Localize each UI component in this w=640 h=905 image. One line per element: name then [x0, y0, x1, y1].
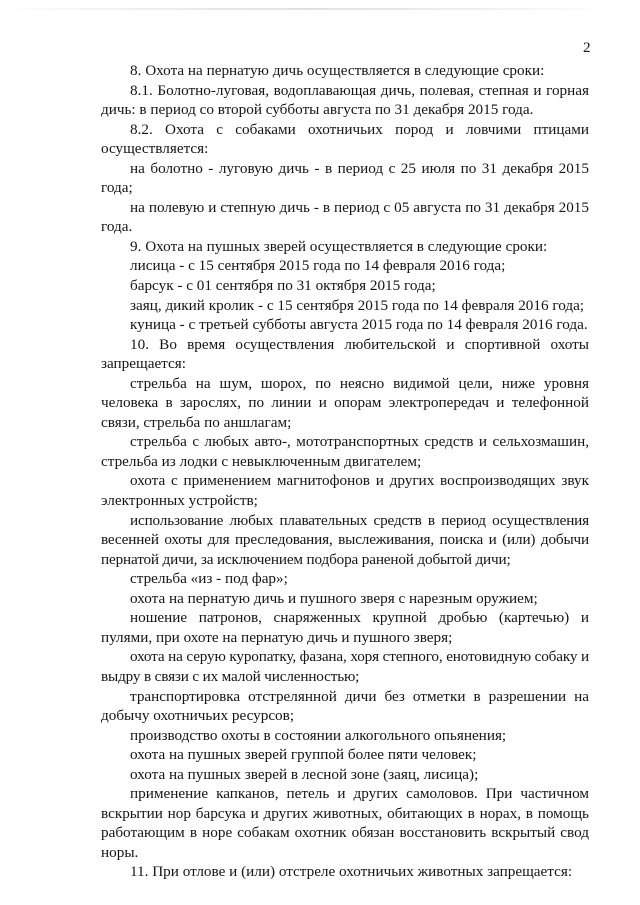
- list-item: заяц, дикий кролик - с 15 сентября 2015 года по 14 февраля 2016 года;: [130, 296, 585, 314]
- list-item: стрельба «из - под фар»;: [130, 570, 288, 588]
- paragraph-10: 10. Во время осуществления любительской и спортивной охоты запрещается:: [101, 335, 589, 373]
- list-item: лисица - с 15 сентября 2015 года по 14 февраля 2016 года;: [130, 257, 506, 275]
- list-item: охота на серую куропатку, фазана, хоря степного, енотовидную собаку и выдру в связи с их малой численностью;: [101, 648, 589, 685]
- paragraph-11: 11. При отлове и (или) отстреле охотничьих животных запрещается:: [130, 863, 573, 881]
- document-body: [101, 61, 589, 882]
- paragraph-8-1: 8.1. Болотно-луговая, водоплавающая дичь, полевая, степная и горная дичь: в период со второй субботы августа по 31 декабря 2015 года.: [101, 81, 589, 119]
- page-number: 2: [583, 39, 591, 56]
- list-item: барсук - с 01 сентября по 31 октября 2015 года;: [130, 277, 436, 295]
- list-item: производство охоты в состоянии алкогольного опьянения;: [130, 726, 507, 744]
- list-item: использование любых плавательных средств в период осуществления весенней охоты для преследования, выслеживания, поиска и (или) добычи пернатой дичи, за исключением подбора раненой добытой дичи;: [101, 511, 589, 568]
- list-item: на болотно - луговую дичь - в период с 25 июля по 31 декабря 2015 года;: [101, 159, 589, 197]
- paragraph-9: 9. Охота на пушных зверей осуществляется в следующие сроки:: [130, 237, 548, 255]
- list-item: охота на пернатую дичь и пушного зверя с нарезным оружием;: [130, 589, 538, 607]
- list-item: транспортировка отстрелянной дичи без отметки в разрешении на добычу охотничьих ресурсов;: [101, 687, 589, 725]
- scan-edge-mark: [0, 8, 615, 10]
- list-item: стрельба с любых авто-, мототранспортных средств и сельхозмашин, стрельба из лодки с невыключенным двигателем;: [101, 433, 589, 470]
- list-item: стрельба на шум, шорох, по неясно видимой цели, ниже уровня человека в зарослях, по линии и опорам электропередач и телефонной связи, стрельба по аншлагам;: [101, 374, 589, 431]
- list-item: охота на пушных зверей в лесной зоне (заяц, лисица);: [130, 765, 479, 783]
- list-item: ношение патронов, снаряженных крупной дробью (картечью) и пулями, при охоте на пернатую дичь и пушного зверя;: [101, 609, 589, 646]
- paragraph-8: 8. Охота на пернатую дичь осуществляется в следующие сроки:: [130, 62, 545, 79]
- paragraph-8-2: 8.2. Охота с собаками охотничьих пород и ловчими птицами осуществляется:: [101, 120, 589, 158]
- list-item: применение капканов, петель и других самоловов. При частичном вскрытии нор барсука и других животных, обитающих в норах, в помощь работающим в норе собакам охотник обязан восстановить вскрытый свод норы.: [101, 785, 589, 861]
- list-item: охота с применением магнитофонов и других воспроизводящих звук электронных устройств;: [101, 472, 589, 510]
- list-item: куница - с третьей субботы августа 2015 года по 14 февраля 2016 года.: [130, 316, 588, 334]
- list-item: охота на пушных зверей группой более пяти человек;: [130, 746, 477, 764]
- list-item: на полевую и степную дичь - в период с 05 августа по 31 декабря 2015 года.: [101, 198, 589, 236]
